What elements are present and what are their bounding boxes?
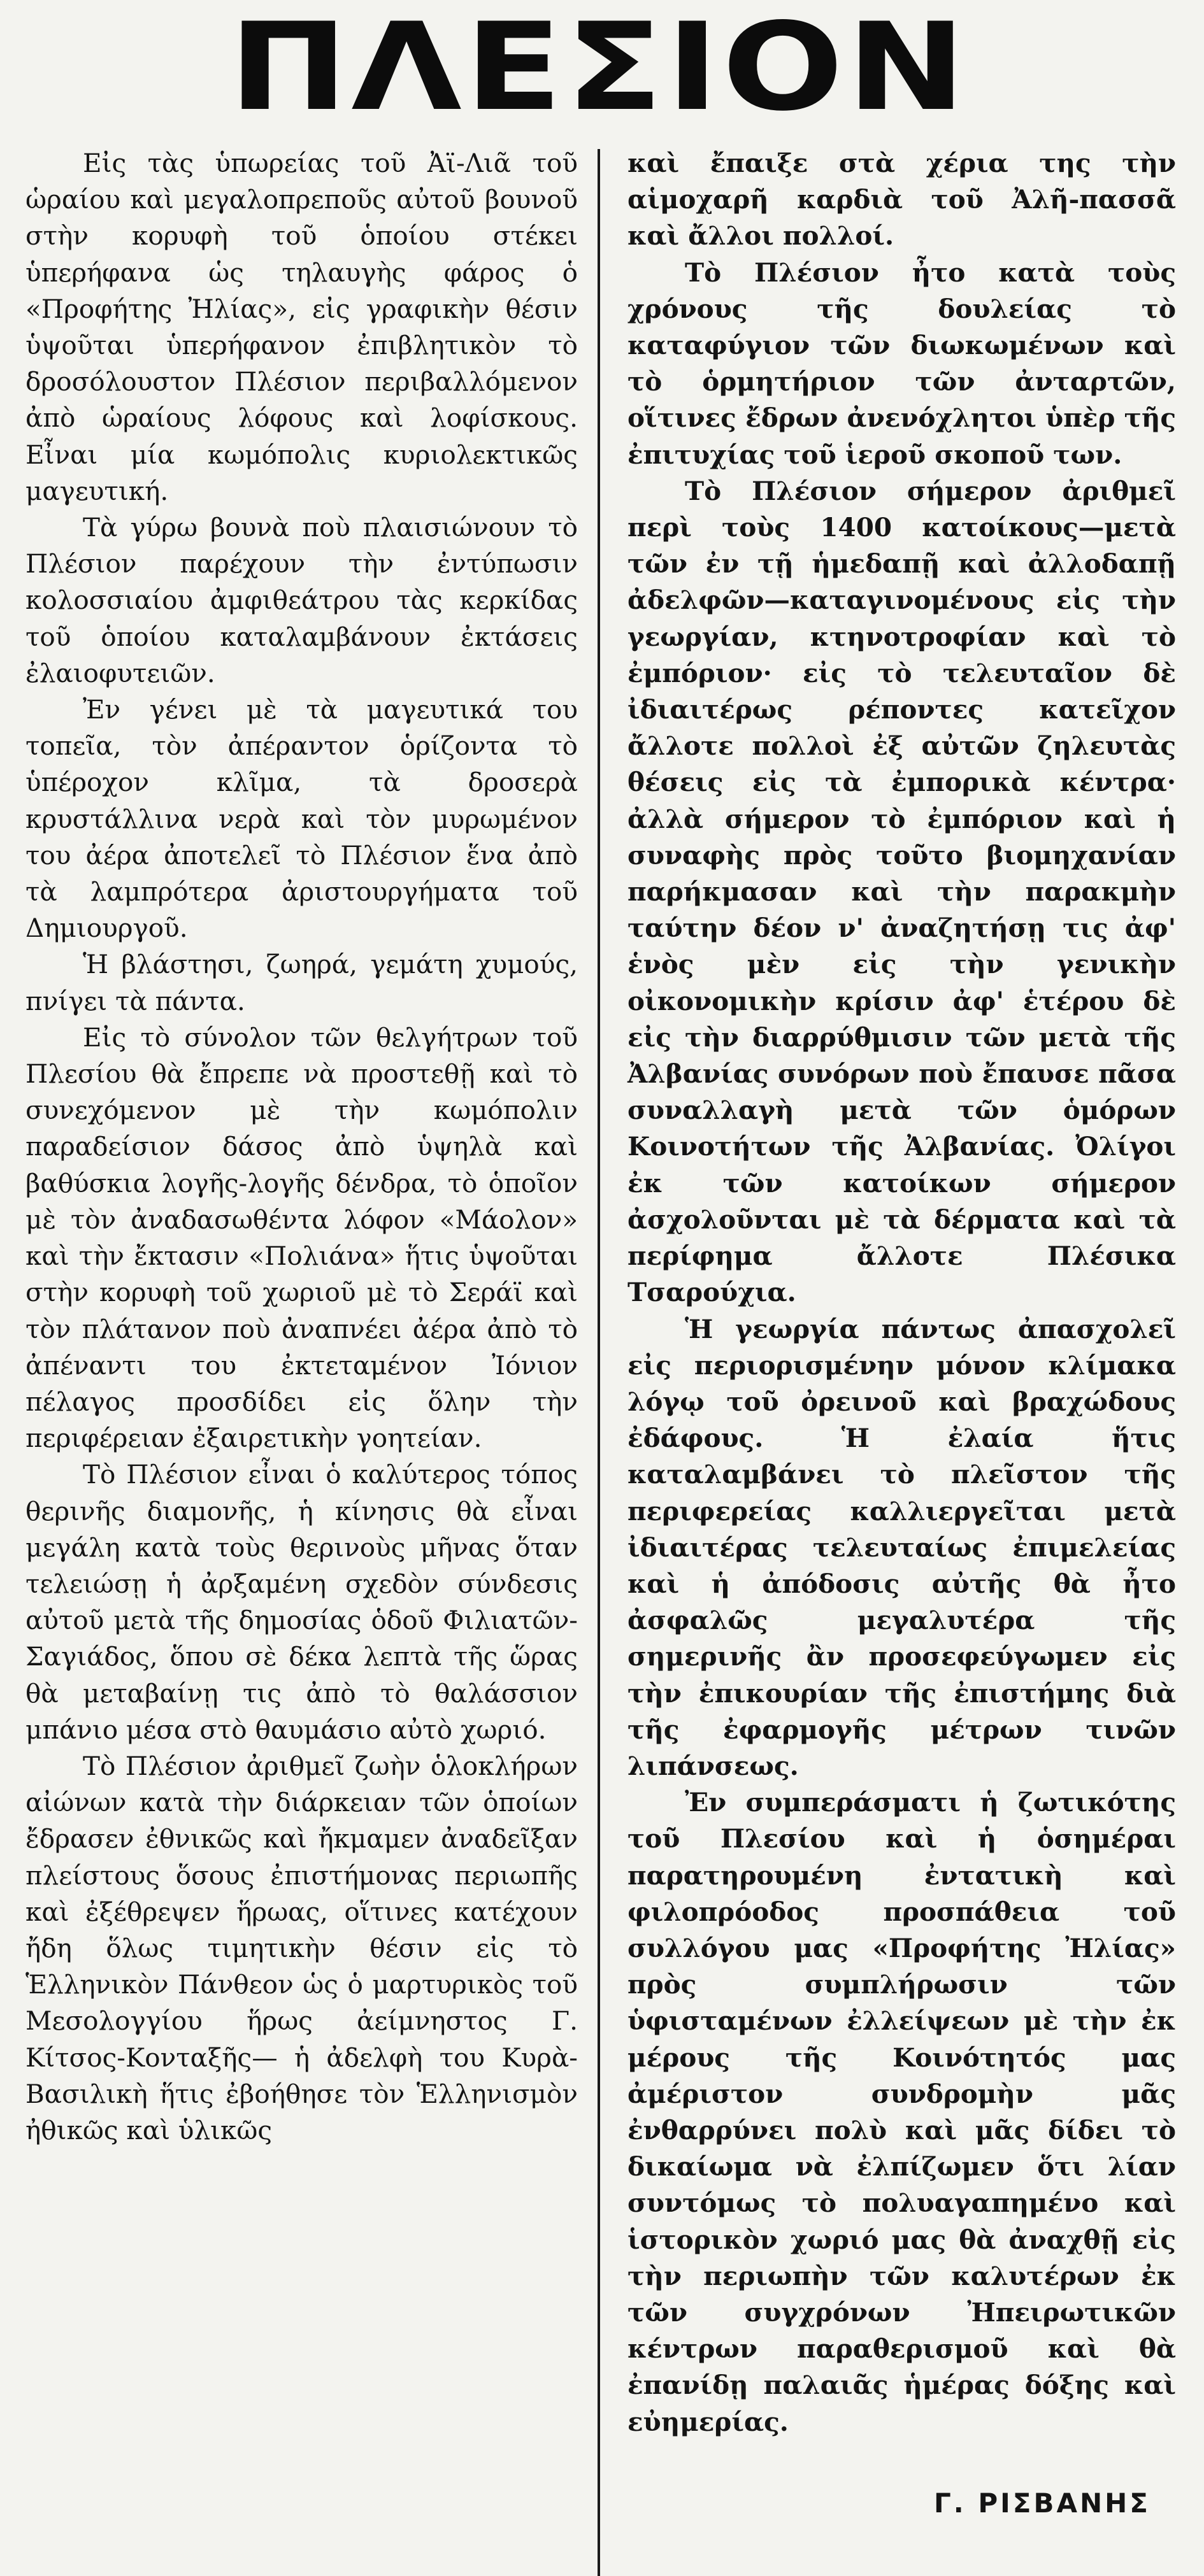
paragraph: Τὸ Πλέσιον σήμερον ἀριθμεῖ περὶ τοὺς 1400 κατοίκους—μετὰ τῶν ἐν τῇ ἡμεδαπῇ καὶ ἀλλοδαπῇ ἀδελφῶν—καταγινομένους εἰς τὴν γεωργίαν, κτηνοτροφίαν καὶ τὸ ἐμπόριον· εἰς τὸ τελευταῖον δὲ ἰδιαιτέρως ρέποντες κατεῖχον ἄλλοτε πολλοὶ ἐξ αὐτῶν ζηλευτὰς θέσεις εἰς τὰ ἐμπορικὰ κέντρα· ἀλλὰ σήμερον τὸ ἐμπόριον καὶ ἡ συναφὴς πρὸς τοῦτο βιομηχανίαν παρήκμασαν καὶ τὴν παρακμὴν ταύτην δέον ν' ἀναζητήσῃ τις ἀφ' ἑνὸς μὲν εἰς τὴν γενικὴν οἰκονομικὴν κρίσιν ἀφ' ἑτέρου δὲ εἰς τὴν διαρρύθμισιν τῶν μετὰ τῆς Ἀλβανίας συνόρων ποὺ ἔπαυσε πᾶσα συναλλαγὴ μετὰ τῶν ὁμόρων Κοινοτήτων τῆς Ἀλβανίας. Ὀλίγοι ἐκ τῶν κατοίκων σήμερον ἀσχολοῦνται μὲ τὰ δέρματα καὶ τὰ περίφημα ἄλλοτε Πλέσικα Τσαρούχια. bbox=[627, 475, 1176, 1308]
paragraph: Τὸ Πλέσιον ἦτο κατὰ τοὺς χρόνους τῆς δουλείας τὸ καταφύγιον τῶν διωκωμένων καὶ τὸ ὁρμητήριον τῶν ἀνταρτῶν, οἵτινες ἔδρων ἀνενόχλητοι ὑπὲρ τῆς ἐπιτυχίας τοῦ ἱεροῦ σκοποῦ των. bbox=[627, 257, 1176, 470]
paragraph: Ἐν γένει μὲ τὰ μαγευτικά του τοπεῖα, τὸν ἀπέραντον ὁρίζοντα τὸ ὑπέροχον κλῖμα, τὰ δροσερὰ κρυστάλλινα νερὰ καὶ τὸν μυρωμένον του ἀέρα ἀποτελεῖ τὸ Πλέσιον ἕνα ἀπὸ τὰ λαμπρότερα ἀριστουργήματα τοῦ Δημιουργοῦ. bbox=[25, 694, 578, 944]
paragraph: καὶ ἔπαιξε στὰ χέρια της τὴν αἱμοχαρῆ καρδιὰ τοῦ Ἀλῆ-πασσᾶ καὶ ἄλλοι πολλοί. bbox=[627, 148, 1176, 252]
paragraph: Ἐν συμπεράσματι ἡ ζωτικότης τοῦ Πλεσίου καὶ ἡ ὁσημέραι παρατηρουμένη ἐντατικὴ καὶ φιλοπρόοδος προσπάθεια τοῦ συλλόγου μας «Προφήτης Ἠλίας» πρὸς συμπλήρωσιν τῶν ὑφισταμένων ἐλλείψεων μὲ τὴν ἐκ μέρους τῆς Κοινότητός μας ἀμέριστον συνδρομὴν μᾶς ἐνθαρρύνει πολὺ καὶ μᾶς δίδει τὸ δικαίωμα νὰ ἐλπίζωμεν ὅτι λίαν συντόμως τὸ πολυαγαπημένο καὶ ἱστορικὸν χωριό μας θὰ ἀναχθῇ εἰς τὴν περιωπὴν τῶν καλυτέρων ἐκ τῶν συγχρόνων Ἠπειρωτικῶν κέντρων παραθερισμοῦ καὶ θὰ ἐπανίδῃ παλαιᾶς ἡμέρας δόξης καὶ εὐημερίας. bbox=[627, 1787, 1176, 2437]
left-column bbox=[10, 145, 585, 2576]
column-divider bbox=[598, 149, 600, 2576]
paragraph: Τὸ Πλέσιον ἀριθμεῖ ζωὴν ὁλοκλήρων αἰώνων κατὰ τὴν διάρκειαν τῶν ὁποίων ἔδρασεν ἐθνικῶς καὶ ἤκμαμεν ἀναδεῖξαν πλείστους ὅσους ἐπιστήμονας περιωπῆς καὶ ἐξέθρεψεν ἥρωας, οἵτινες κατέχουν ἤδη ὅλως τιμητικὴν θέσιν εἰς τὸ Ἑλληνικὸν Πάνθεον ὡς ὁ μαρτυρικὸς τοῦ Μεσολογγίου ἥρως ἀείμνηστος Γ. Κίτσος-Κονταξῆς— ἡ ἀδελφὴ του Κυρὰ-Βασιλικὴ ἥτις ἐβοήθησε τὸν Ἑλληνισμὸν ἠθικῶς καὶ ὑλικῶς bbox=[25, 1750, 578, 2145]
paragraph: Ἡ βλάστησι, ζωηρά, γεμάτη χυμούς, πνίγει τὰ πάντα. bbox=[25, 949, 578, 1016]
author-signature: Γ. ΡΙΣΒΑΝΗΣ bbox=[934, 2487, 1150, 2519]
paragraph: Εἰς τὰς ὑπωρείας τοῦ Ἀϊ-Λιᾶ τοῦ ὡραίου καὶ μεγαλοπρεποῦς αὐτοῦ βουνοῦ στὴν κορυφὴ τοῦ ὁποίου στέκει ὑπερήφανα ὡς τηλαυγὴς φάρος ὁ «Προφήτης Ἠλίας», εἰς γραφικὴν θέσιν ὑψοῦται ὑπερήφανον ἐπιβλητικὸν τὸ δροσόλουστον Πλέσιον περιβαλλόμενον ἀπὸ ὡραίους λόφους καὶ λοφίσκους. Εἶναι μία κωμόπολις κυριολεκτικῶς μαγευτική. bbox=[25, 148, 578, 506]
article-title: ΠΛΕΣΙΟΝ bbox=[228, 0, 970, 138]
right-column bbox=[612, 145, 1187, 2576]
article-columns bbox=[10, 145, 1187, 2576]
paragraph: Εἰς τὸ σύνολον τῶν θελγήτρων τοῦ Πλεσίου θὰ ἔπρεπε νὰ προστεθῇ καὶ τὸ συνεχόμενον μὲ τὴν κωμόπολιν παραδείσιον δάσος ἀπὸ ὑψηλὰ καὶ βαθύσκια λογῆς-λογῆς δένδρα, τὸ ὁποῖον μὲ τὸν ἀναδασωθέντα λόφον «Μάολον» καὶ τὴν ἔκτασιν «Πολιάνα» ἥτις ὑψοῦται στὴν κορυφὴ τοῦ χωριοῦ μὲ τὸ Σεράϊ καὶ τὸν πλάτανον ποὺ ἀναπνέει ἀέρα ἀπὸ τὸ ἀπέναντι του ἐκτεταμένον Ἰόνιον πέλαγος προσδίδει εἰς ὅλην τὴν περιφέρειαν ἐξαιρετικὴν γοητείαν. bbox=[25, 1021, 578, 1454]
paragraph: Τὰ γύρω βουνὰ ποὺ πλαισιώνουν τὸ Πλέσιον παρέχουν τὴν ἐντύπωσιν κολοσσιαίου ἀμφιθεάτρου τὰς κερκίδας τοῦ ὁποίου καταλαμβάνουν ἐκτάσεις ἐλαιοφυτειῶν. bbox=[25, 512, 578, 688]
paragraph: Ἡ γεωργία πάντως ἀπασχολεῖ εἰς περιορισμένην μόνον κλίμακα λόγῳ τοῦ ὀρεινοῦ καὶ βραχώδους ἐδάφους. Ἡ ἐλαία ἥτις καταλαμβάνει τὸ πλεῖστον τῆς περιφερείας καλλιεργεῖται μετὰ ἰδιαιτέρας τελευταίως ἐπιμελείας καὶ ἡ ἀπόδοσις αὐτῆς θὰ ἦτο ἀσφαλῶς μεγαλυτέρα τῆς σημερινῆς ἂν προσεφεύγωμεν εἰς τὴν ἐπικουρίαν τῆς ἐπιστήμης διὰ τῆς ἐφαρμογῆς μέτρων τινῶν λιπάνσεως. bbox=[627, 1313, 1176, 1781]
paragraph: Τὸ Πλέσιον εἶναι ὁ καλύτερος τόπος θερινῆς διαμονῆς, ἡ κίνησις θὰ εἶναι μεγάλη κατὰ τοὺς θερινοὺς μῆνας ὅταν τελειώσῃ ἡ ἀρξαμένη σχεδὸν σύνδεσις αὐτοῦ μετὰ τῆς δημοσίας ὁδοῦ Φιλιατῶν-Σαγιάδος, ὅπου σὲ δέκα λεπτὰ τῆς ὥρας θὰ μεταβαίνῃ τις ἀπὸ τὸ θαλάσσιον μπάνιο μέσα στὸ θαυμάσιο αὐτὸ χωριό. bbox=[25, 1459, 578, 1745]
